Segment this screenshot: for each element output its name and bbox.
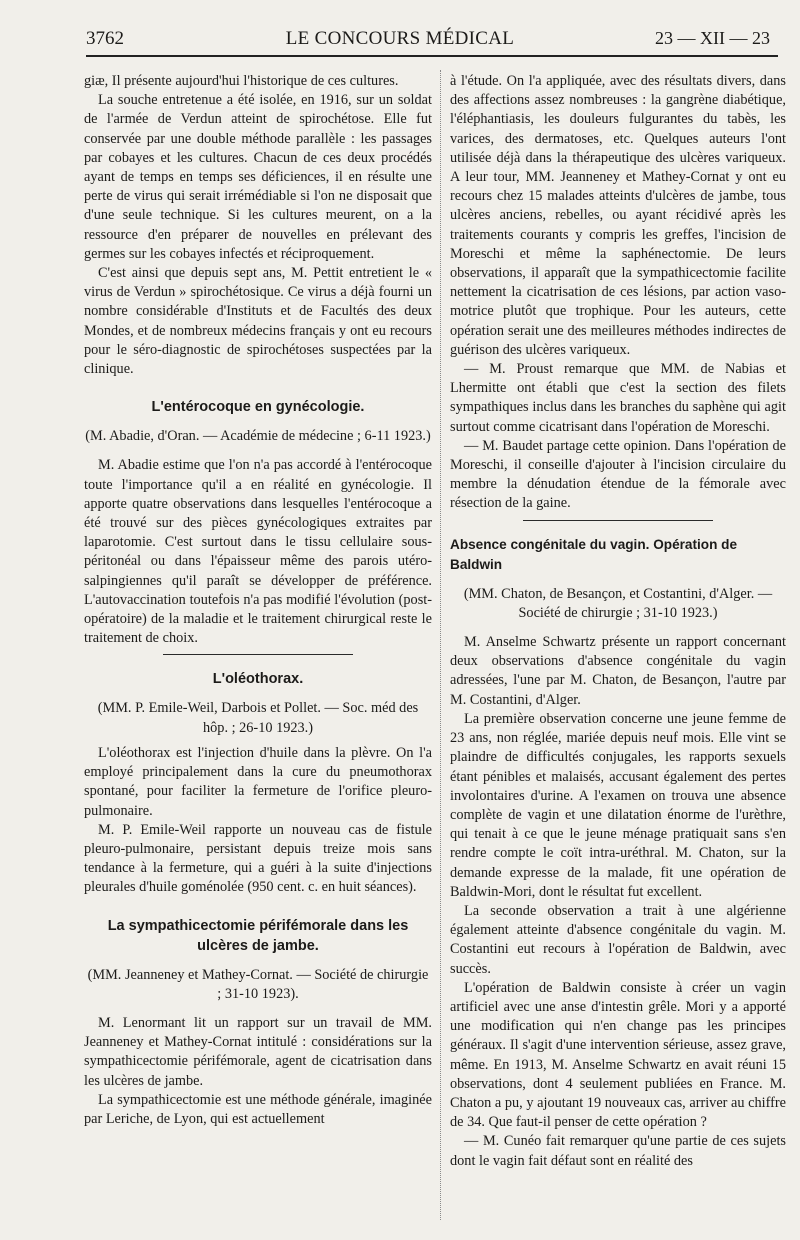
paragraph: M. Abadie estime que l'on n'a pas accordé à l'entérocoque toute l'importance qu'il a en réalité en gynécologie. Il apporte quatre observations dans lesquelles l'entérocoque a été trouvé sur des pièces gynécologiques extraites par laparotomie. C'est surtout dans le tissu cellulaire sous-péritonéal ou dans l'épaisseur même des parois utéro-salpingiennes qu'il paraît se développer de préférence. L'autovaccination toutefois n'a pas modifié l'évolution (post-opératoire) de la maladie et le traitement chirurgical reste le traitement de choix.: [84, 457, 432, 647]
left-column: [84, 72, 432, 1129]
header-rule: [86, 55, 778, 57]
paragraph: — M. Baudet partage cette opinion. Dans l'opération de Moreschi, il conseille d'ajouter à l'incision circulaire du membre la dénudation étendue de la fémorale avec résection de la gaine.: [450, 437, 786, 512]
paragraph: La première observation concerne une jeune femme de 23 ans, non réglée, mariée depuis neuf mois. Elle vint se plaindre de difficultés conjugales, les rapports sexuels étant pénibles et malaisés, accusant également des pertes involontaires d'urine. A l'examen on trouva une absence complète de vagin et une dilatation énorme de l'urèthre, qui tenait à ce que le jeune ménage pratiquait sans s'en rendre compte le coït intra-uréthral. M. Chaton, sur la demande expresse de la malade, fit une opération de Baldwin-Mori, dont le résultat fut excellent.: [450, 710, 786, 900]
paragraph: La souche entretenue a été isolée, en 1916, sur un soldat de l'armée de Verdun atteint de spirochétose. Elle fut conservée par une double méthode parallèle : les passages par cobayes et les cultures. Chacun de ces deux procédés ayant de temps en temps ses déficiences, il en résulte une perte de virus qui serait irrémédiable si l'on ne disposait que d'une seule technique. Si les cultures meurent, on a la ressource d'en préparer de nouvelles en prélevant des germes sur les cobayes infectés et réciproquement.: [84, 92, 432, 262]
paragraph: La seconde observation a trait à une algérienne également atteinte d'absence congénitale du vagin. M. Costantini eut recours à l'opération de Baldwin, avec succès.: [450, 902, 786, 977]
journal-title: LE CONCOURS MÉDICAL: [285, 28, 515, 49]
section-title-enterocoque: L'entérocoque en gynécologie.: [151, 399, 365, 416]
paragraph: M. Anselme Schwartz présente un rapport concernant deux observations d'absence congénitale du vagin adressées, l'une par M. Chaton, de Besançon, l'autre par M. Costantini, d'Alger.: [450, 634, 786, 708]
paragraph: L'opération de Baldwin consiste à créer un vagin artificiel avec une anse d'intestin grêle. Mori y a apporté une modification qui n'en change pas les principes généraux. Il s'agit d'une intervention sérieuse, assez grave, même. En 1913, M. Anselme Schwartz en avait réuni 15 observations, dont 4 seulement publiées en France. M. Chaton a pu, y ajoutant 19 nouveaux cas, arriver au chiffre de 34. Que faut-il penser de cette opération ?: [450, 979, 786, 1131]
page-number: 3762: [86, 28, 124, 49]
paragraph: C'est ainsi que depuis sept ans, M. Pettit entretient le « virus de Verdun » spirochétosique. Ce virus a déjà fourni un nombre considérable d'Instituts et de Facultés des deux Mondes, et de nombreux médecins français y ont eu recours pour le séro-diagnostic de spirochétoses suspectées par la clinique.: [84, 265, 432, 378]
paragraph: L'oléothorax est l'injection d'huile dans la plèvre. On l'a employé principalement dans la cure du pneumothorax spontané, pour faciliter la fermeture de l'orifice pleuro-pulmonaire.: [84, 744, 432, 819]
section-reference: (MM. P. Emile-Weil, Darbois et Pollet. — Soc. méd des hôp. ; 26-10 1923.): [97, 700, 419, 736]
column-divider: [440, 70, 441, 1220]
section-title-oleothorax: L'oléothorax.: [212, 671, 304, 688]
section-title-absence-vagin: Absence congénitale du vagin. Opération de Baldwin: [450, 536, 738, 572]
issue-date: 23 — XII — 23: [655, 28, 770, 48]
paragraph: giæ, Il présente aujourd'hui l'historique de ces cultures.: [84, 73, 399, 89]
paragraph: — M. Cunéo fait remarquer qu'une partie de ces sujets dont le vagin fait défaut sont en réalité des: [450, 1133, 786, 1169]
page-header: [0, 0, 800, 56]
paragraph: La sympathicectomie est une méthode générale, imaginée par Leriche, de Lyon, qui est actuellement: [84, 1091, 432, 1127]
section-reference: (MM. Jeanneney et Mathey-Cornat. — Société de chirurgie ; 31-10 1923).: [87, 966, 429, 1002]
section-reference: (M. Abadie, d'Oran. — Académie de médecine ; 6-11 1923.): [85, 428, 431, 445]
paragraph: — M. Proust remarque que MM. de Nabias et Lhermitte ont établi que c'est la section des filets sympathiques inclus dans les branches du saphène qui agit surtout comme cicatrisant dans l'opération de Moreschi.: [450, 361, 786, 435]
paragraph: à l'étude. On l'a appliquée, avec des résultats divers, dans des affections assez nombreuses : la gangrène diabétique, l'éléphantiasis, les douleurs fulgurantes du tabès, les varices, des dermatoses, etc. Quelques auteurs l'ont utilisée déjà dans la thérapeutique des ulcères variqueux. A leur tour, MM. Jeanneney et Mathey-Cornat y ont eu recours chez 15 malades atteints d'ulcères de jambe, tous ulcères anciens, rebelles, ou ayant récidivé après les traitements courants y compris les greffes, l'incision de Moreschi et même la saphénectomie. De leurs observations, il apparaît que la sympathicectomie facilite nettement la cicatrisation de ces lésions, par action vaso-motrice plutôt que trophique. Pour les auteurs, cette opération serait une des meilleures méthodes indirectes de guérison des ulcères variqueux.: [450, 73, 786, 358]
paragraph: M. P. Emile-Weil rapporte un nouveau cas de fistule pleuro-pulmonaire, persistant depuis treize mois sans tendance à la fermeture, qui a guéri à la suite d'injections pleurales d'huile goménolée (950 cent. c. en huit séances).: [84, 821, 432, 896]
right-column: [450, 72, 786, 1171]
section-reference: (MM. Chaton, de Besançon, et Costantini, d'Alger. — Société de chirurgie ; 31-10 1923.): [463, 585, 773, 621]
section-title-sympathicectomie: La sympathicectomie périfémorale dans les ulcères de jambe.: [107, 917, 409, 954]
paragraph: M. Lenormant lit un rapport sur un travail de MM. Jeanneney et Mathey-Cornat intitulé : considérations sur la sympathicectomie périfémorale, agent de cicatrisation dans les ulcères de jambe.: [84, 1014, 432, 1089]
